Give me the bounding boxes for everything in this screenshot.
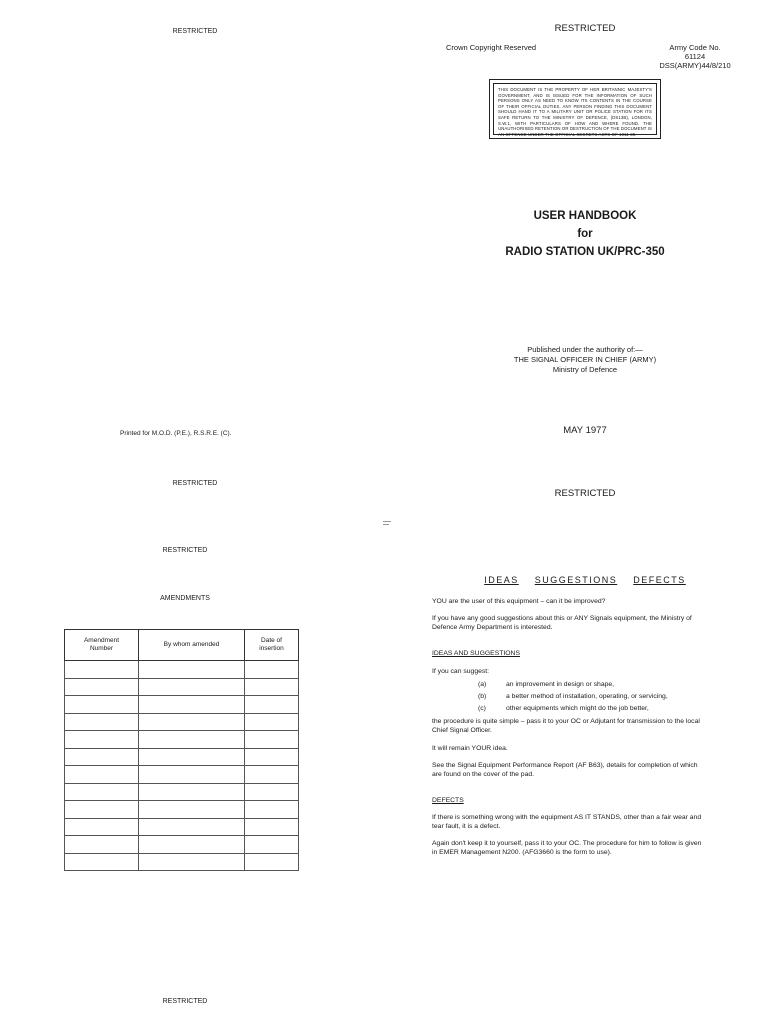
by-whom-cell <box>139 836 245 854</box>
printer-imprint: Printed for M.O.D. (P.E.), R.S.R.E. (C). <box>120 430 232 437</box>
army-code-number: 61124 <box>684 52 706 61</box>
by-whom-cell <box>139 818 245 836</box>
heading-word-defects: DEFECTS <box>633 575 686 585</box>
amendment-number-cell <box>65 748 139 766</box>
restricted-marking-amendments-top: RESTRICTED <box>162 547 208 554</box>
published-line-2: THE SIGNAL OFFICER IN CHIEF (ARMY) <box>513 355 657 364</box>
intro-paragraph-2: If you have any good suggestions about this or ANY Signals equipment, the Ministry of Defence Army Department is interested. <box>432 615 692 631</box>
by-whom-cell <box>139 783 245 801</box>
amendment-row <box>65 713 299 731</box>
crown-copyright: Crown Copyright Reserved <box>446 43 537 52</box>
date-cell <box>245 731 299 749</box>
date-cell <box>245 766 299 784</box>
by-whom-cell <box>139 731 245 749</box>
option-a-label: (a) <box>478 681 487 688</box>
title-line-3: RADIO STATION UK/PRC-350 <box>505 246 665 258</box>
date-cell <box>245 748 299 766</box>
header-date-of-insertion: Date of insertion <box>245 630 299 661</box>
date-cell <box>245 696 299 714</box>
amendment-row <box>65 678 299 696</box>
defect-procedure: Again don't keep it to yourself, pass it to your OC. The procedure for him to follow is given in EMER Management N200. (AFG3660 is the form to use). <box>432 840 702 856</box>
option-c <box>478 705 649 712</box>
security-notice-text: THIS DOCUMENT IS THE PROPERTY OF HER BRITANNIC MAJESTY'S GOVERNMENT, AND IS ISSUED FOR THE INFORMATION OF SUCH PERSONS ONLY AS NEED TO KNOW ITS CONTENTS IN THE COURSE OF THEIR OFFICIAL DUTIES. ANY PERSON FINDING THIS DOCUMENT SHOULD HAND IT TO A MILITARY UNIT OR POLICE STATION FOR ITS SAFE RETURN TO THE MINISTRY OF DEFENCE, (DS13B), LONDON, S.W.1, WITH PARTICULARS OF HOW AND WHERE FOUND. THE UNAUTHORISED RETENTION OR DESTRUCTION OF THE DOCUMENT IS AN OFFENCE UNDER THE OFFICIAL SECRETS ACTS OF 1911-39. <box>493 83 657 135</box>
option-b-label: (b) <box>478 693 487 700</box>
restricted-marking-top-left: RESTRICTED <box>172 28 218 35</box>
date-cell <box>245 801 299 819</box>
option-b <box>478 693 668 700</box>
date-cell <box>245 836 299 854</box>
amendment-number-cell <box>65 661 139 679</box>
dss-reference: DSS(ARMY)44/8/210 <box>659 61 731 70</box>
amendment-number-cell <box>65 731 139 749</box>
option-c-text: other equipments which might do the job better, <box>506 705 649 712</box>
performance-report-paragraph: See the Signal Equipment Performance Report (AF B63), details for completion of which are found on the cover of the pad. <box>432 762 698 778</box>
option-a <box>478 681 614 688</box>
scan-mark <box>383 521 391 522</box>
amendment-number-cell <box>65 696 139 714</box>
date-cell <box>245 818 299 836</box>
published-line-3: Ministry of Defence <box>552 365 618 374</box>
title-line-1: USER HANDBOOK <box>533 210 637 222</box>
publication-date: MAY 1977 <box>563 425 607 436</box>
restricted-marking-bottom-left: RESTRICTED <box>172 480 218 487</box>
date-cell <box>245 783 299 801</box>
date-cell <box>245 853 299 871</box>
document-title <box>470 207 700 261</box>
by-whom-cell <box>139 696 245 714</box>
option-b-text: a better method of installation, operating, or servicing, <box>506 693 668 700</box>
date-cell <box>245 661 299 679</box>
defect-definition: If there is something wrong with the equipment AS IT STANDS, other than a fair wear and tear fault, it is a defect. <box>432 814 702 830</box>
amendments-header-row <box>65 630 299 661</box>
amendment-row <box>65 783 299 801</box>
amendment-number-cell <box>65 678 139 696</box>
army-code-block <box>630 43 760 70</box>
heading-word-ideas: IDEAS <box>484 575 519 585</box>
by-whom-cell <box>139 661 245 679</box>
header-by-whom: By whom amended <box>139 630 245 661</box>
scan-mark <box>383 524 389 525</box>
amendment-row <box>65 818 299 836</box>
restricted-marking-cover-top: RESTRICTED <box>554 23 616 34</box>
date-cell <box>245 678 299 696</box>
ideas-and-suggestions-heading: IDEAS AND SUGGESTIONS <box>432 650 521 657</box>
published-line-1: Published under the authority of:— <box>527 345 643 354</box>
amendment-row <box>65 661 299 679</box>
date-cell <box>245 713 299 731</box>
by-whom-cell <box>139 713 245 731</box>
amendments-title: AMENDMENTS <box>160 595 210 602</box>
security-notice-box <box>489 79 661 139</box>
remain-your-idea: It will remain YOUR idea. <box>432 745 508 752</box>
by-whom-cell <box>139 853 245 871</box>
if-you-can-suggest: If you can suggest: <box>432 668 490 675</box>
option-c-label: (c) <box>478 705 486 712</box>
amendment-row <box>65 853 299 871</box>
amendments-table <box>64 629 299 871</box>
amendment-number-cell <box>65 766 139 784</box>
amendment-number-cell <box>65 836 139 854</box>
by-whom-cell <box>139 801 245 819</box>
amendment-row <box>65 836 299 854</box>
ideas-suggestions-defects-heading <box>470 575 700 585</box>
amendment-number-cell <box>65 853 139 871</box>
amendment-number-cell <box>65 783 139 801</box>
restricted-marking-cover-bottom: RESTRICTED <box>554 488 616 499</box>
amendment-row <box>65 731 299 749</box>
army-code-label: Army Code No. <box>669 43 721 52</box>
amendment-row <box>65 696 299 714</box>
amendment-number-cell <box>65 801 139 819</box>
restricted-marking-amendments-bottom: RESTRICTED <box>162 998 208 1005</box>
header-amendment-number: Amendment Number <box>65 630 139 661</box>
by-whom-cell <box>139 678 245 696</box>
by-whom-cell <box>139 766 245 784</box>
option-a-text: an improvement in design or shape, <box>506 681 615 688</box>
amendment-number-cell <box>65 713 139 731</box>
title-line-2: for <box>577 228 593 240</box>
procedure-paragraph: the procedure is quite simple – pass it to your OC or Adjutant for transmission to the local Chief Signal Officer. <box>432 718 700 734</box>
defects-heading: DEFECTS <box>432 797 464 804</box>
heading-word-suggestions: SUGGESTIONS <box>534 575 618 585</box>
intro-paragraph: YOU are the user of this equipment – can it be improved? <box>432 598 606 605</box>
amendment-row <box>65 801 299 819</box>
amendment-number-cell <box>65 818 139 836</box>
amendment-row <box>65 748 299 766</box>
publication-authority <box>480 345 690 375</box>
amendment-row <box>65 766 299 784</box>
by-whom-cell <box>139 748 245 766</box>
